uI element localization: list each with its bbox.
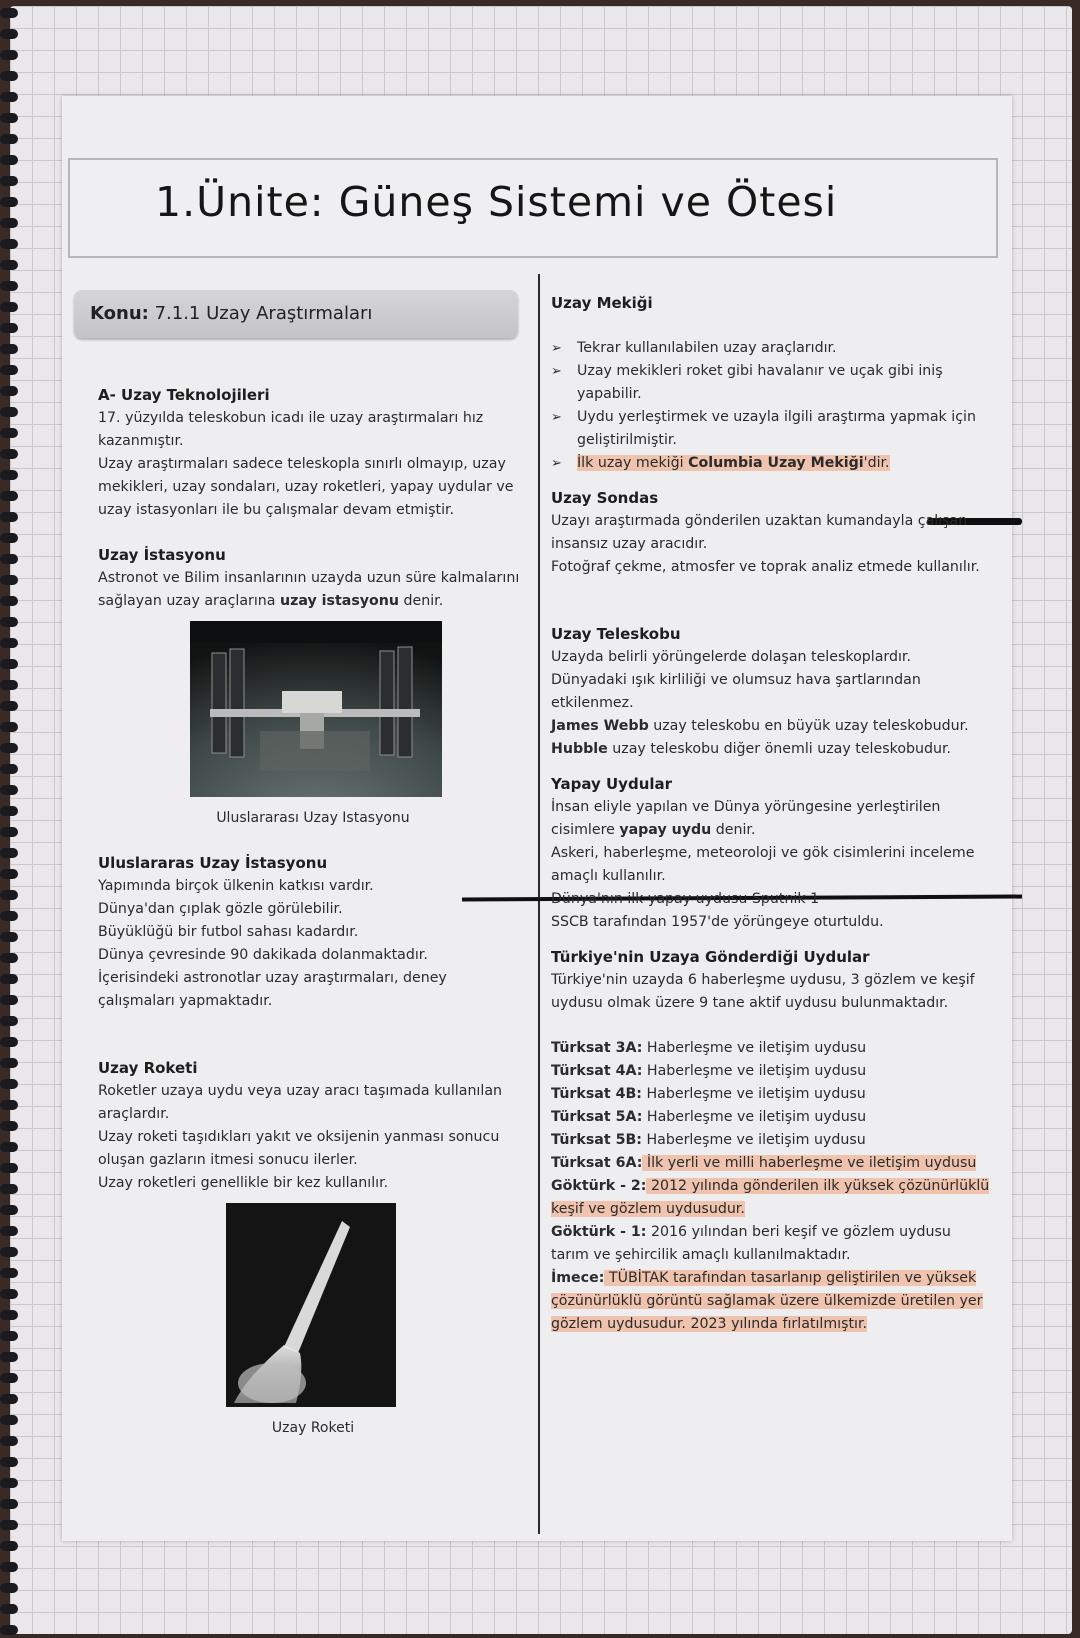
satellite-desc: Haberleşme ve iletişim uydusu [642, 1063, 867, 1079]
spiral-ring [0, 1205, 18, 1215]
list-item: ➢ Tekrar kullanılabilen uzay araçlarıdır. [551, 337, 991, 360]
photo-caption: Uluslararası Uzay Istasyonu [216, 810, 410, 826]
satellite-line [551, 1129, 991, 1152]
section-heading-station: Uzay İstasyonu [98, 546, 226, 564]
text: İnsan eliyle yapılan ve Dünya yörüngesine yerleştirilen cisimlere [551, 799, 941, 838]
list-item: ➢ Uzay mekikleri roket gibi havalanır ve uçak gibi iniş yapabilir. [551, 360, 991, 406]
satellite-desc: Haberleşme ve iletişim uydusu [642, 1109, 867, 1125]
spiral-ring [0, 1604, 18, 1614]
spiral-ring [0, 407, 18, 417]
satellite-line [551, 1152, 991, 1175]
satellite-name: Göktürk - 2: [551, 1178, 647, 1194]
paragraph [98, 567, 528, 613]
spiral-ring [0, 806, 18, 816]
fact-line: SSCB tarafından 1957'de yörüngeye oturtuldu. [551, 914, 884, 930]
spiral-ring [0, 1037, 18, 1047]
spiral-ring [0, 722, 18, 732]
spiral-ring [0, 1373, 18, 1383]
fact-line: Uzay roketleri genellikle bir kez kullanılır. [98, 1175, 389, 1191]
satellite-line [551, 1221, 991, 1267]
space-station-photo [190, 621, 442, 797]
satellite-name: Türksat 3A: [551, 1040, 643, 1056]
fact-line [551, 738, 991, 761]
column-divider [538, 274, 540, 1534]
spiral-ring [0, 1583, 18, 1593]
spiral-ring [0, 260, 18, 270]
fact-line: Dünya çevresinde 90 dakikada dolanmaktadır. [98, 947, 428, 963]
bold-term: Hubble [551, 741, 608, 757]
spiral-ring [0, 1079, 18, 1089]
satellite-desc: Haberleşme ve iletişim uydusu [642, 1040, 867, 1056]
spiral-ring [0, 764, 18, 774]
spiral-ring [0, 911, 18, 921]
section-heading-satellites: Yapay Uydular [551, 775, 673, 793]
page-title: 1.Ünite: Güneş Sistemi ve Ötesi [155, 178, 838, 226]
spiral-ring [0, 1163, 18, 1173]
text: denir. [711, 822, 756, 838]
satellite-desc: Haberleşme ve iletişim uydusu [641, 1086, 866, 1102]
fact-line: Büyüklüğü bir futbol sahası kadardır. [98, 924, 359, 940]
spiral-ring [0, 323, 18, 333]
spiral-ring [0, 302, 18, 312]
spiral-ring [0, 512, 18, 522]
fact-line: Dünya'nın ilk yapay uydusu Sputnik 1 [551, 891, 820, 907]
spiral-ring [0, 1310, 18, 1320]
spiral-ring [0, 71, 18, 81]
fact-line: Uzayda belirli yörüngelerde dolaşan teleskoplardır. [551, 649, 911, 665]
list-item: ➢ Uydu yerleştirmek ve uzayla ilgili araştırma yapmak için geliştirilmiştir. [551, 406, 991, 452]
paragraph: Türkiye'nin uzayda 6 haberleşme uydusu, 3 gözlem ve keşif uydusu olmak üzere 9 tane aktif uydusu bulunmaktadır. [551, 972, 975, 1011]
satellite-name: Türksat 5A: [551, 1109, 643, 1125]
list-item [551, 452, 991, 475]
fact-line: Uzay roketi taşıdıkları yakıt ve oksijenin yanması sonucu oluşan gazların itmesi sonucu ilerler. [98, 1129, 500, 1168]
satellite-line [551, 1060, 991, 1083]
spiral-ring [0, 596, 18, 606]
section-heading-technology: A- Uzay Teknolojileri [98, 386, 270, 404]
spiral-ring [0, 1541, 18, 1551]
left-column [98, 384, 528, 1440]
spiral-ring [0, 155, 18, 165]
satellite-name: Göktürk - 1: [551, 1224, 647, 1240]
spiral-ring [0, 1289, 18, 1299]
spiral-ring [0, 1457, 18, 1467]
fact-line: Fotoğraf çekme, atmosfer ve toprak analiz etmede kullanılır. [551, 559, 980, 575]
spiral-ring [0, 1226, 18, 1236]
spiral-ring [0, 743, 18, 753]
section-heading-telescope: Uzay Teleskobu [551, 625, 681, 643]
spiral-ring [0, 176, 18, 186]
paragraph: 17. yüzyılda teleskobun icadı ile uzay araştırmaları hız kazanmıştır. [98, 410, 484, 449]
section-heading-turkey-satellites: Türkiye'nin Uzaya Gönderdiği Uydular [551, 948, 870, 966]
spiral-ring [0, 8, 18, 18]
satellite-line [551, 1175, 991, 1221]
spiral-ring [0, 1415, 18, 1425]
spiral-ring [0, 428, 18, 438]
spiral-ring [0, 659, 18, 669]
spiral-ring [0, 1562, 18, 1572]
spiral-ring [0, 197, 18, 207]
spiral-ring [0, 953, 18, 963]
text: uzay teleskobu en büyük uzay teleskobudur. [648, 718, 969, 734]
shuttle-list [551, 337, 991, 475]
fact-line [551, 715, 991, 738]
fact-line: Yapımında birçok ülkenin katkısı vardır. [98, 878, 374, 894]
spiral-ring [0, 680, 18, 690]
spiral-ring [0, 92, 18, 102]
spiral-ring [0, 470, 18, 480]
spiral-ring [0, 554, 18, 564]
satellite-desc-highlighted: TÜBİTAK tarafından tasarlanıp geliştirilen ve yüksek çözünürlüklü görüntü sağlamak üzere ülkemizde üretilen yer gözlem uydusudur. 2023 yılında fırlatılmıştır. [551, 1270, 983, 1332]
satellite-name: Türksat 5B: [551, 1132, 642, 1148]
spiral-ring [0, 1184, 18, 1194]
satellite-desc: 2016 yılından beri keşif ve gözlem uydusu tarım ve şehircilik amaçlı kullanılmaktadır. [551, 1224, 951, 1263]
spiral-ring [0, 1100, 18, 1110]
bold-term: yapay uydu [619, 822, 712, 838]
spiral-ring [0, 491, 18, 501]
bold-term: uzay istasyonu [280, 593, 399, 609]
spiral-ring [0, 869, 18, 879]
text: 'dir. [863, 455, 890, 471]
fact-line: Dünya'dan çıplak gözle görülebilir. [98, 901, 343, 917]
spiral-ring [0, 1394, 18, 1404]
satellite-desc: Haberleşme ve iletişim uydusu [641, 1132, 866, 1148]
spiral-ring [0, 617, 18, 627]
text: Astronot ve Bilim insanlarının uzayda uzun süre kalmalarını sağlayan uzay araçlarına [98, 570, 520, 609]
spiral-ring [0, 1520, 18, 1530]
spiral-binding [0, 0, 26, 1638]
satellite-line [551, 1106, 991, 1129]
spiral-ring [0, 1625, 18, 1635]
satellite-name: Türksat 4B: [551, 1086, 642, 1102]
topic-text: 7.1.1 Uzay Araştırmaları [154, 303, 373, 324]
spiral-ring [0, 239, 18, 249]
photo-caption: Uzay Roketi [271, 1420, 355, 1436]
spiral-ring [0, 365, 18, 375]
spiral-ring [0, 932, 18, 942]
satellite-name: Türksat 4A: [551, 1063, 643, 1079]
spiral-ring [0, 1016, 18, 1026]
spiral-ring [0, 449, 18, 459]
spiral-ring [0, 785, 18, 795]
right-column [551, 292, 991, 1336]
spiral-ring [0, 1268, 18, 1278]
satellite-name: Türksat 6A: [551, 1155, 643, 1171]
text: uzay teleskobu diğer önemli uzay teleskobudur. [607, 741, 952, 757]
spiral-ring [0, 344, 18, 354]
topic-prefix: Konu: [90, 303, 149, 324]
spiral-ring [0, 1436, 18, 1446]
fact-line: İçerisindeki astronotlar uzay araştırmaları, deney çalışmaları yapmaktadır. [98, 970, 447, 1009]
fact-line: Roketler uzaya uydu veya uzay aracı taşımada kullanılan araçlardır. [98, 1083, 503, 1122]
spiral-ring [0, 1478, 18, 1488]
satellite-line [551, 1037, 991, 1060]
spiral-ring [0, 848, 18, 858]
spiral-ring [0, 827, 18, 837]
section-heading-rocket: Uzay Roketi [98, 1059, 198, 1077]
spiral-ring [0, 50, 18, 60]
spiral-ring [0, 1499, 18, 1509]
spiral-ring [0, 1142, 18, 1152]
bold-term: Columbia Uzay Mekiği [688, 455, 864, 471]
spiral-ring [0, 701, 18, 711]
spiral-ring [0, 995, 18, 1005]
section-heading-probe: Uzay Sondas [551, 489, 659, 507]
paragraph: Uzay araştırmaları sadece teleskopla sınırlı olmayıp, uzay mekikleri, uzay sondaları, uzay roketleri, yapay uydular ve uzay istasyonları ile bu çalışmalar devam etmiştir. [98, 456, 514, 518]
satellite-desc-highlighted: 2012 yılında gönderilen ilk yüksek çözünürlüklü keşif ve gözlem uydusudur. [551, 1178, 990, 1217]
satellite-line [551, 1083, 991, 1106]
spiral-ring [0, 1121, 18, 1131]
bold-term: James Webb [551, 718, 649, 734]
topic-label [74, 290, 518, 338]
spiral-ring [0, 281, 18, 291]
fact-line: Askeri, haberleşme, meteoroloji ve gök cisimlerini inceleme amaçlı kullanılır. [551, 845, 975, 884]
fact-line: Uzayı araştırmada gönderilen uzaktan kumandayla çalışan insansız uzay aracıdır. [551, 513, 968, 552]
spiral-ring [0, 29, 18, 39]
satellite-line [551, 1267, 991, 1336]
spiral-ring [0, 1058, 18, 1068]
rocket-photo [226, 1203, 396, 1407]
spiral-ring [0, 134, 18, 144]
section-heading-iss: Uluslararas Uzay İstasyonu [98, 854, 328, 872]
spiral-ring [0, 533, 18, 543]
spiral-ring [0, 218, 18, 228]
spiral-ring [0, 890, 18, 900]
section-heading-shuttle: Uzay Mekiği [551, 294, 653, 312]
fact-line [551, 796, 991, 842]
spiral-ring [0, 1247, 18, 1257]
satellite-name: İmece: [551, 1270, 605, 1286]
spiral-ring [0, 1331, 18, 1341]
text: İlk uzay mekiği [577, 455, 689, 471]
fact-line: Dünyadaki ışık kirliliği ve olumsuz hava şartlarından etkilenmez. [551, 672, 921, 711]
spiral-ring [0, 575, 18, 585]
spiral-ring [0, 638, 18, 648]
spiral-ring [0, 113, 18, 123]
spiral-ring [0, 386, 18, 396]
text: denir. [399, 593, 444, 609]
satellite-desc-highlighted: İlk yerli ve milli haberleşme ve iletişim uydusu [642, 1155, 977, 1171]
spiral-ring [0, 1352, 18, 1362]
spiral-ring [0, 974, 18, 984]
